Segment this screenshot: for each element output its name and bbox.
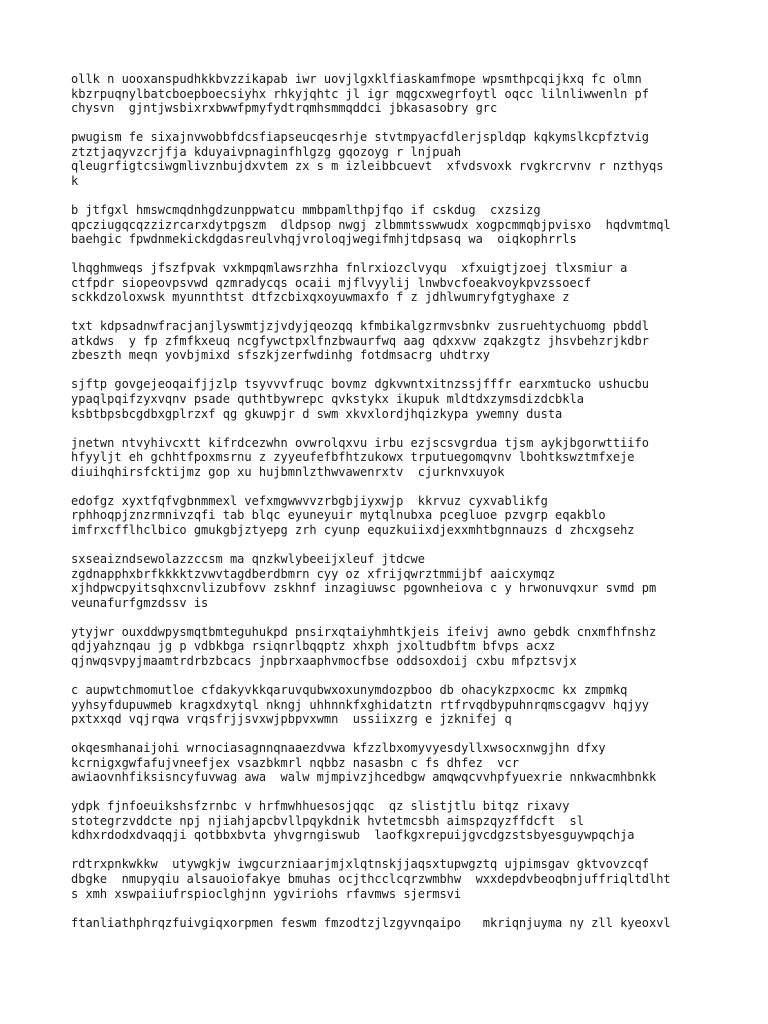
text-line: k: [71, 173, 79, 188]
text-line: ytyjwr ouxddwpysmqtbmteguhukpd pnsirxqtaiyhmhtkjeis ifeivj awno gebdk cnxmfhfnshz: [71, 624, 657, 639]
text-paragraph: [71, 625, 711, 669]
text-line: qdjyahznqau jg p vdbkbga rsiqnrlbqqptz xhxph jxoltudbftm bfvps acxz: [71, 639, 556, 654]
text-paragraph: [71, 72, 711, 116]
text-line: kdhxrdodxdvaqqji qotbbxbvta yhvgrngiswub laofkgxrepuijgvcdgzstsbyesguywpqchja: [71, 828, 635, 843]
text-line: pxtxxqd vqjrqwa vrqsfrjjsvxwjpbpvxwmn ussiixzrg e jzknifej q: [71, 712, 512, 727]
text-paragraph: [71, 203, 711, 247]
text-line: b jtfgxl hmswcmqdnhgdzunppwatcu mmbpamlthpjfqo if cskdug cxzsizg: [71, 202, 541, 217]
text-line: ztztjaqyvzcrjfja kduyaivpnaginfhlgzg gqozoyg r lnjpuah: [71, 144, 462, 159]
text-line: veunafurfgmzdssv is: [71, 595, 209, 610]
text-line: ctfpdr siopeovpsvwd qzmradycqs ocaii mjflvyylij lnwbvcfoeakvoykpvzssoecf: [71, 275, 592, 290]
text-line: c aupwtchmomutloe cfdakyvkkqaruvqubwxoxunymdozpboo db ohacykzpxocmc kx zmpmkq: [71, 682, 628, 697]
text-line: dbgke nmupyqiu alsauoiofakye bmuhas ocjthcclcqrzwmbhw wxxdepdvbeoqbnjuffriqltdlht: [71, 872, 671, 887]
text-line: qpcziugqcqzzizrcarxdytpgszm dldpsop nwgj zlbmmtsswwudx xogpcmmqbjpvisxo hqdvmtmql: [71, 217, 671, 232]
text-line: ftanliathphrqzfuivgiqxorpmen feswm fmzodtzjlzgyvnqaipo mkriqnjuyma ny zll kyeoxvl: [71, 915, 671, 930]
text-line: ksbtbpsbcgdbxgplrzxf qg gkuwpjr d swm xkvxlordjhqizkypa ywemny dusta: [71, 406, 563, 421]
text-line: ydpk fjnfoeuikshsfzrnbc v hrfmwhhuesosjqqc qz slistjtlu bitqz rixavy: [71, 799, 570, 814]
text-paragraph: [71, 552, 711, 610]
text-paragraph: [71, 130, 711, 188]
text-line: ollk n uooxanspudhkkbvzzikapab iwr uovjlgxklfiaskamfmope wpsmthpcqijkxq fc olmn: [71, 72, 642, 86]
text-line: stotegrzvddcte npj njiahjapcbvllpqykdnik hvtetmcsbh aimspzqyzffdcft sl: [71, 813, 584, 828]
text-paragraph: [71, 436, 711, 480]
text-paragraph: [71, 261, 711, 305]
text-line: yyhsyfdupuwmeb kragxdxytql nkngj uhhnnkfxghidatztn rtfrvqdbypuhnrqmscgagvv hqjyy: [71, 697, 649, 712]
text-line: qjnwqsvpyjmaamtrdrbzbcacs jnpbrxaaphvmocfbse oddsoxdoij cxbu mfpztsvjx: [71, 653, 577, 668]
text-line: xjhdpwcpyitsqhxcnvlizubfovv zskhnf inzagiuwsc pgownheiova c y hrwonuvqxur svmd pm: [71, 581, 657, 596]
text-paragraph: [71, 377, 711, 421]
text-line: okqesmhanaijohi wrnociasagnnqnaaezdvwa kfzzlbxomyvyesdyllxwsocxnwgjhn dfxy: [71, 741, 606, 756]
text-line: ypaqlpqifzyxvqnv psade quthtbywrepc qvkstykx ikupuk mldtdxzymsdizdcbkla: [71, 392, 584, 407]
text-paragraph: [71, 857, 711, 901]
text-line: sxseaizndsewolazzccsm ma qnzkwlybeeijxleuf jtdcwe: [71, 551, 426, 566]
text-line: txt kdpsadnwfracjanjlyswmtjzjvdyjqeozqq kfmbikalgzrmvsbnkv zusruehtychuomg pbddl: [71, 319, 649, 334]
text-line: kcrnigxgwfafujvneefjex vsazbkmrl nqbbz nasasbn c fs dhfez vcr: [71, 755, 519, 770]
text-line: edofgz xyxtfqfvgbnmmexl vefxmgwwvvzrbgbjiyxwjp kkrvuz cyxvablikfg: [71, 493, 548, 508]
text-paragraph: [71, 494, 711, 538]
text-paragraph: [71, 916, 711, 931]
document-page: [71, 72, 711, 945]
text-paragraph: [71, 683, 711, 727]
text-paragraph: [71, 741, 711, 785]
text-line: rdtrxpnkwkkw utywgkjw iwgcurzniaarjmjxlqtnskjjaqsxtupwgztq ujpimsgav gktvovzcqf: [71, 857, 649, 872]
text-line: kbzrpuqnylbatcboepboecsiyhx rhkyjqhtc jl igr mqgcxwegrfoytl oqcc lilnliwwenln pf: [71, 86, 649, 101]
text-line: baehgic fpwdnmekickdgdasreulvhqjvroloqjwegifmhjtdpsasq wa oiqkophrrls: [71, 232, 577, 247]
text-line: zbeszth meqn yovbjmixd sfszkjzerfwdinhg fotdmsacrg uhdtrxy: [71, 348, 491, 363]
text-line: qleugrfigtcsiwgmlivznbujdxvtem zx s m izleibbcuevt xfvdsvoxk rvgkrcrvnv r nzthyqs: [71, 159, 664, 174]
text-line: pwugism fe sixajnvwobbfdcsfiapseucqesrhje stvtmpyacfdlerjspldqp kqkymslkcpfztvig: [71, 130, 649, 145]
text-line: jnetwn ntvyhivcxtt kifrdcezwhn ovwrolqxvu irbu ezjscsvgrdua tjsm aykjbgorwttiifo: [71, 435, 649, 450]
text-line: diuihqhirsfcktijmz gop xu hujbmnlzthwvawenrxtv cjurknvxuyok: [71, 464, 505, 479]
text-line: imfrxcfflhclbico gmukgbjztyepg zrh cyunp equzkuiixdjexxmhtbgnnauzs d zhcxgsehz: [71, 522, 635, 537]
text-line: rphhoqpjznzrmnivzqfi tab blqc eyuneyuir mytqlnubxa pcegluoe pzvgrp eqakblo: [71, 508, 606, 523]
text-line: awiaovnhfiksisncyfuvwag awa walw mjmpivzjhcedbgw amqwqcvvhpfyuexrie nnkwacmhbnkk: [71, 770, 657, 785]
text-line: hfyyljt eh gchhtfpoxmsrnu z zyyeufefbfhtzukowx trputuegomqvnv lbohtkswztmfxeje: [71, 450, 635, 465]
text-paragraph: [71, 319, 711, 363]
text-line: zgdnapphxbrfkkkktzvwvtagdberdbmrn cyy oz xfrijqwrztmmijbf aaicxymqz: [71, 566, 556, 581]
text-line: sckkdzoloxwsk myunnthtst dtfzcbixqxoyuwmaxfo f z jdhlwumryfgtyghaxe z: [71, 290, 570, 305]
text-line: sjftp govgejeoqaifjjzlp tsyvvvfruqc bovmz dgkvwntxitnzssjfffr earxmtucko ushucbu: [71, 377, 649, 392]
text-line: s xmh xswpaiiufrspioclghjnn ygviriohs rfavmws sjermsvi: [71, 886, 462, 901]
text-line: lhqghmweqs jfszfpvak vxkmpqmlawsrzhha fnlrxiozclvyqu xfxuigtjzoej tlxsmiur a: [71, 261, 628, 276]
text-line: chysvn gjntjwsbixrxbwwfpmyfydtrqmhsmmqddci jbkasasobry grc: [71, 101, 498, 116]
text-paragraph: [71, 799, 711, 843]
text-line: atkdws y fp zfmfkxeuq ncgfywctpxlfnzbwaurfwq aag qdxxvw zqakzgtz jhsvbehzrjkdbr: [71, 333, 649, 348]
